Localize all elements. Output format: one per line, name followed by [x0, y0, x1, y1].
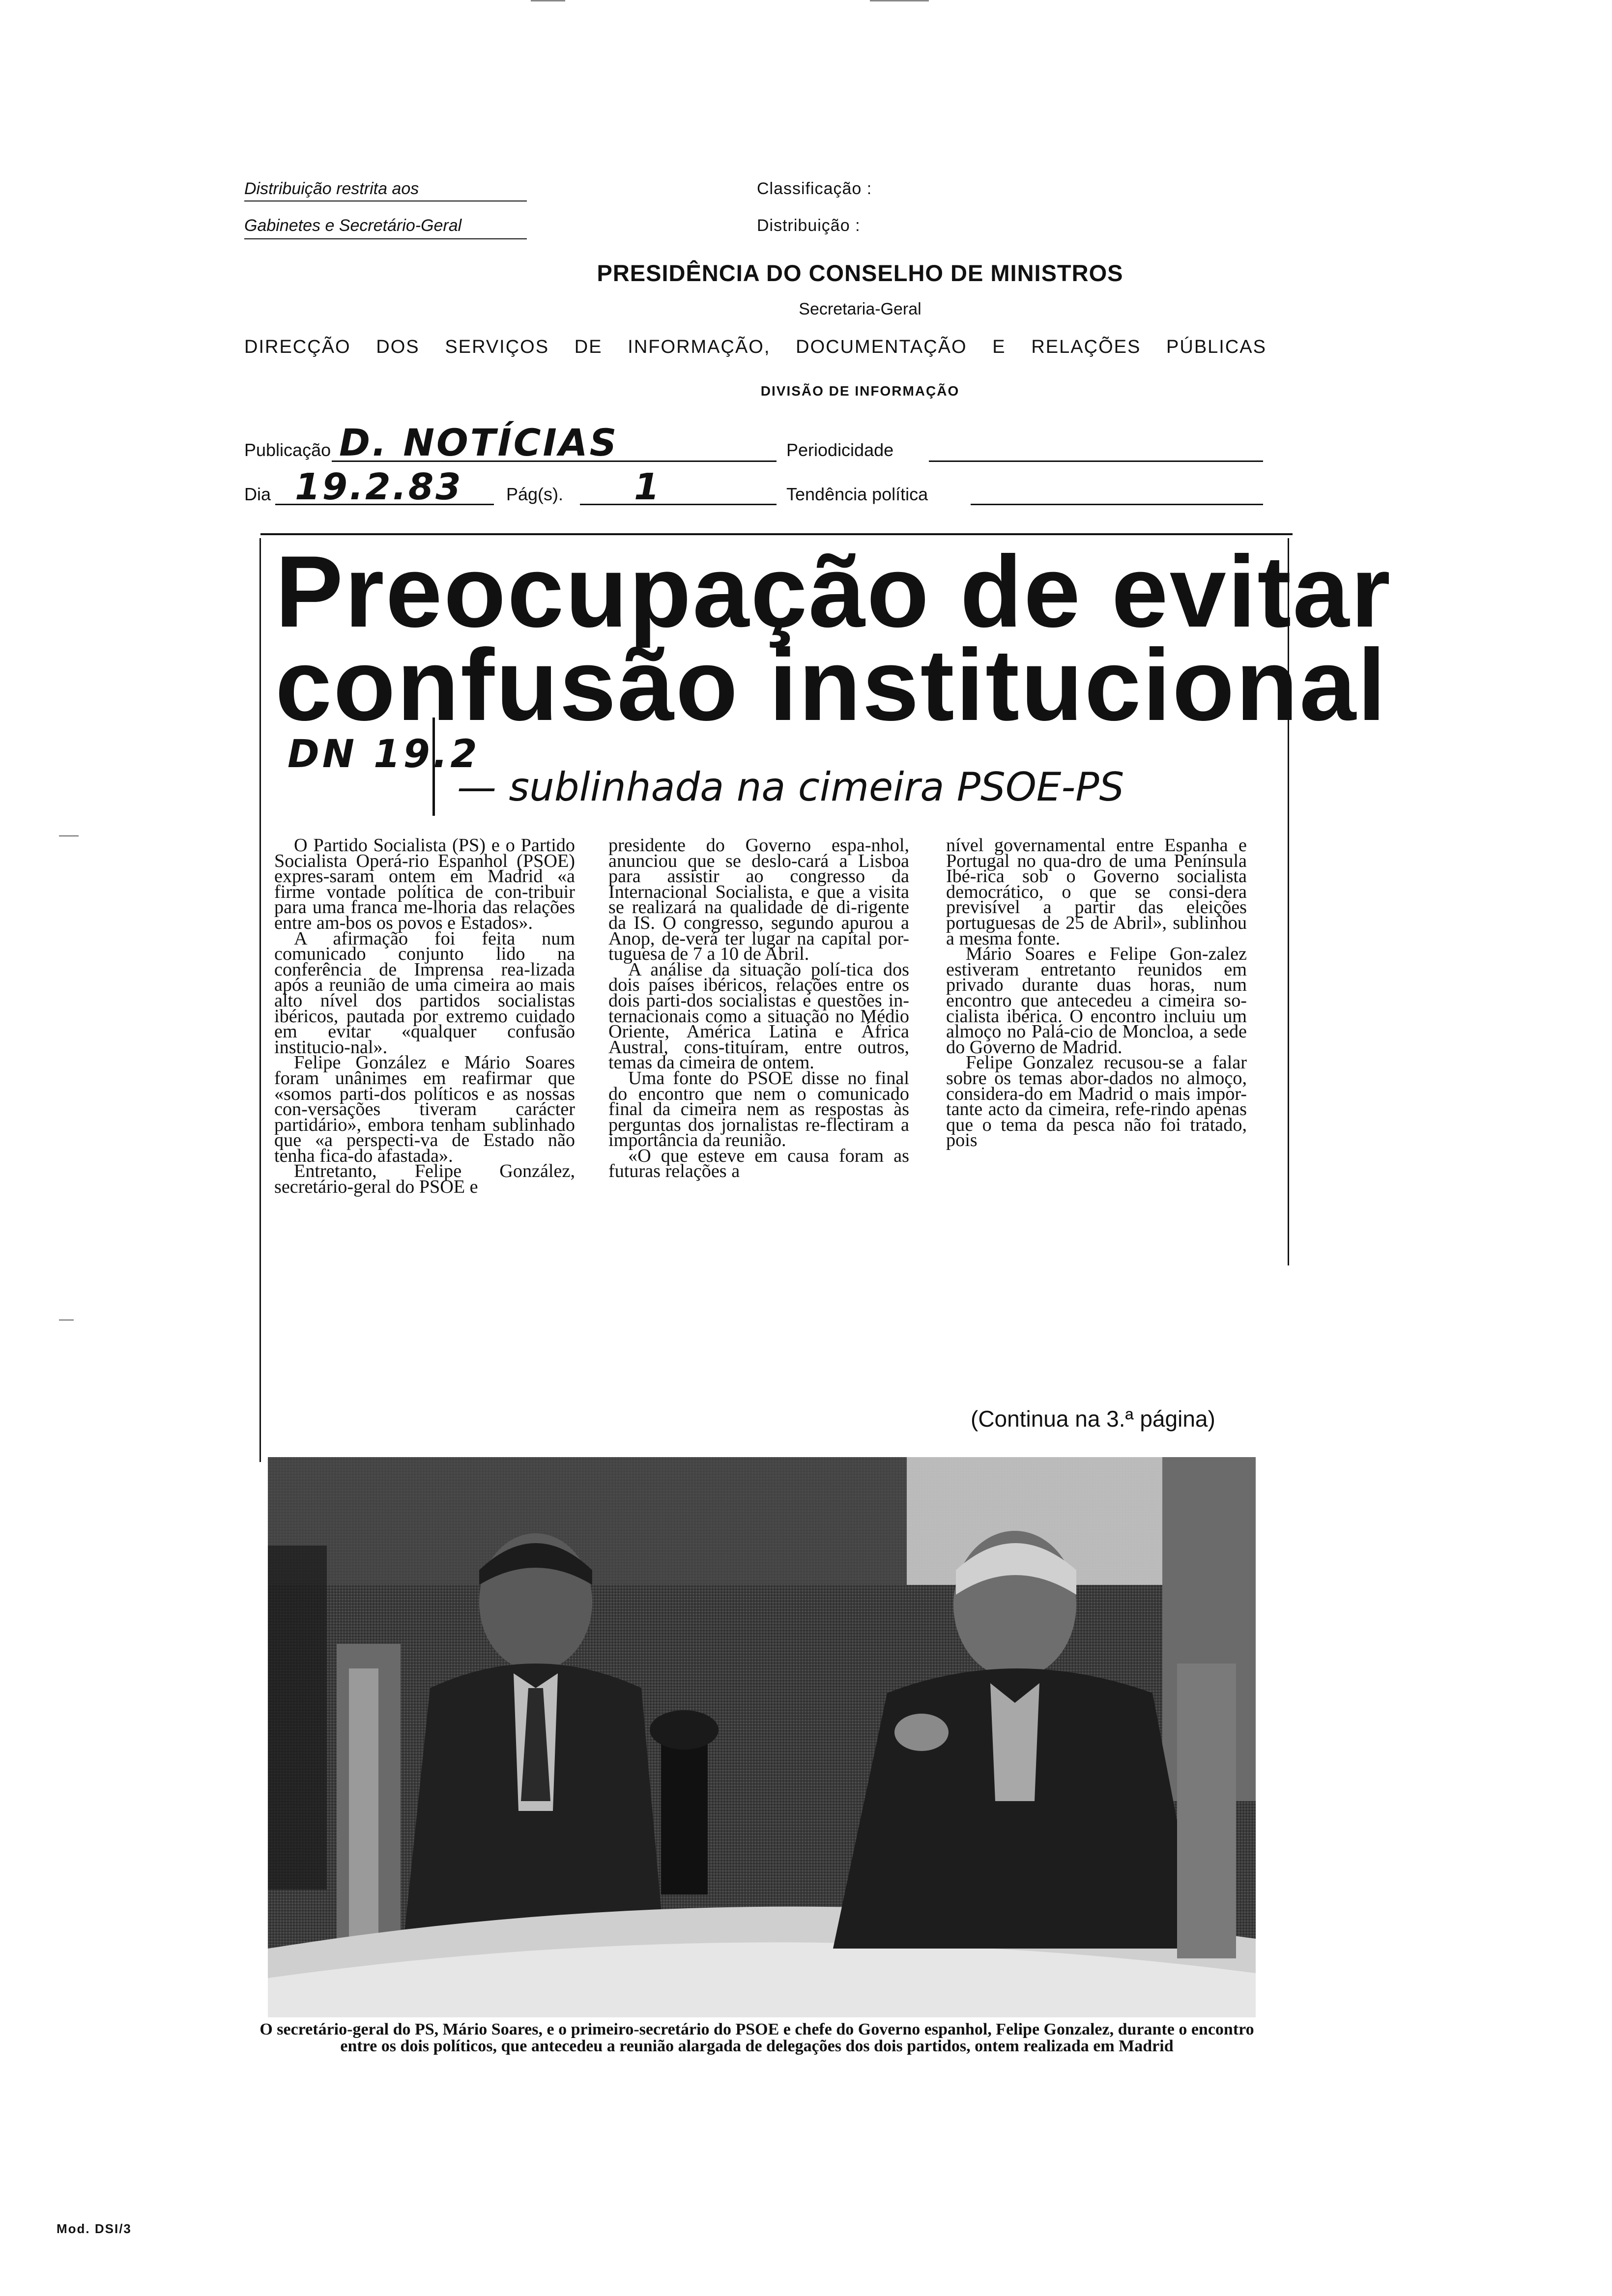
classificacao-label: Classificação :	[757, 179, 872, 198]
meeting-photo-illustration	[268, 1457, 1256, 2017]
column-1-paragraph: Felipe González e Mário Soares foram unânimes em reafirmar que «somos parti-dos políticos e as nossas con-versações tiveram carácter partidário», embora tenham sublinhado que «a perspecti-va de Estado não tenha fica-do afastada».	[274, 1052, 575, 1166]
article-column-2	[608, 835, 909, 1182]
column-3-paragraph: Mário Soares e Felipe Gon-zalez estiveram entretanto reunidos em privado durante duas horas, num encontro que antecedeu a cimeira so-cialista ibérica. O encontro incluiu um almoço no Palá-cio de Moncloa, a sede do Governo de Madrid.	[946, 944, 1247, 1058]
publicacao-label: Publicação	[244, 440, 331, 460]
header-divider	[244, 238, 527, 239]
tendencia-label: Tendência política	[786, 484, 928, 504]
column-3-paragraph: Felipe Gonzalez recusou-se a falar sobre os temas abor-dados no almoço, considera-do em Madrid o mais impor-tante acto da cimeira, refe-rindo apenas que o tema da pesca não foi tratado, pois	[946, 1052, 1247, 1151]
subheadline: — sublinhada na cimeira PSOE-PS	[457, 764, 1124, 810]
publicacao-handwritten-value: D. NOTÍCIAS	[339, 421, 619, 464]
restricted-distribution-line1: Distribuição restrita aos	[244, 179, 419, 198]
directorate-title: DIRECÇÃO DOS SERVIÇOS DE INFORMAÇÃO, DOCUMENTAÇÃO E RELAÇÕES PÚBLICAS	[244, 337, 1267, 357]
column-2-paragraph: presidente do Governo espa-nhol, anunciou que se deslo-cará a Lisboa para assistir ao congresso da Internacional Socialista, e que a visita se realizará na qualidade de di-rigente da IS. O congresso, segundo apurou a Anop, de-verá ter lugar na capital por-tuguesa de 7 a 10 de Abril.	[608, 835, 909, 965]
column-1-paragraph: Entretanto, Felipe González, secretário-geral do PSOE e	[274, 1161, 575, 1198]
column-1-paragraph: A afirmação foi feita num comunicado conjunto lido na conferência de Imprensa rea-lizada após a reunião de uma cimeira ao mais alto nível dos partidos socialistas ibéricos, pautada por extremo cuidado em evitar «qualquer confusão institucio-nal».	[274, 928, 575, 1058]
restricted-distribution-line2: Gabinetes e Secretário-Geral	[244, 216, 462, 235]
column-2-paragraph: A análise da situação polí-tica dos dois países ibéricos, relações entre os dois parti-dos socialistas e questões in-ternacionais como a situação no Médio Oriente, América Latina e África Austral, cons-tituíram, entre outros, temas da cimeira de ontem.	[608, 959, 909, 1073]
pags-handwritten-value: 1	[634, 466, 662, 508]
clipping-left-border	[259, 538, 261, 1462]
scan-margin-mark	[59, 835, 79, 836]
article-column-1	[274, 835, 575, 1198]
headline-line1: Preocupação de evitar	[275, 535, 1392, 648]
form-code: Mod. DSI/3	[57, 2221, 132, 2236]
article-column-3	[946, 835, 1247, 1151]
photo-caption: O secretário-geral do PS, Mário Soares, e o primeiro-secretário do PSOE e chefe do Governo espanhol, Felipe Gonzalez, durante o encontro entre os dois políticos, que antecedeu a reunião alargada de delegações dos dois partidos, ontem realizada em Madrid	[259, 2020, 1254, 2055]
dia-label: Dia	[244, 484, 271, 504]
tendencia-field-line	[971, 504, 1263, 505]
handwritten-date-note: DN 19.2	[288, 732, 480, 776]
secretariat-title: Secretaria-Geral	[799, 300, 921, 318]
column-2-paragraph: «O que esteve em causa foram as futuras relações a	[608, 1145, 909, 1182]
scan-edge-mark	[870, 0, 929, 1]
column-2-paragraph: Uma fonte do PSOE disse no final do encontro que nem o comunicado final da cimeira nem as respostas às perguntas dos jornalistas re-flectiram a importância da reunião.	[608, 1067, 909, 1151]
scan-edge-mark	[531, 0, 565, 1]
pags-label: Pág(s).	[506, 484, 564, 504]
column-1-paragraph: O Partido Socialista (PS) e o Partido Socialista Operá-rio Espanhol (PSOE) expres-saram ontem em Madrid «a firme vontade política de con-tribuir para uma franca me-lhoria das relações entre am-bos os povos e Estados».	[274, 835, 575, 933]
column-3-paragraph: nível governamental entre Espanha e Portugal no qua-dro de uma Península Ibé-rica sob o Governo socialista democrático, o que se consi-dera previsível a partir das eleições portuguesas de 25 de Abril», sublinhou a mesma fonte.	[946, 835, 1247, 949]
article-photo	[268, 1457, 1256, 2017]
pags-field-line	[580, 504, 777, 505]
periodicidade-field-line	[929, 460, 1263, 462]
distribuicao-label: Distribuição :	[757, 216, 861, 235]
dia-handwritten-value: 19.2.83	[295, 466, 463, 508]
continued-on-page-note: (Continua na 3.ª página)	[971, 1406, 1215, 1432]
ministry-title: PRESIDÊNCIA DO CONSELHO DE MINISTROS	[597, 260, 1123, 286]
headline-divider-mark	[432, 718, 435, 816]
headline-line2: confusão institucional	[275, 628, 1387, 742]
division-title: DIVISÃO DE INFORMAÇÃO	[760, 383, 960, 399]
periodicidade-label: Periodicidade	[786, 440, 894, 460]
